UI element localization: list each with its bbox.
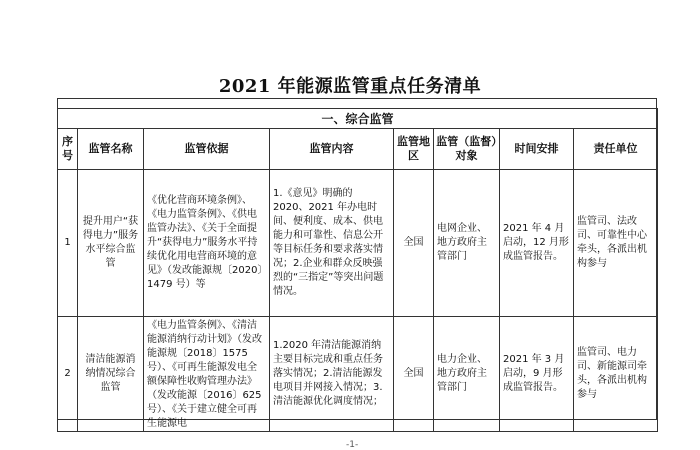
row-unit: 监管司、法改司、可靠性中心牵头，各派出机构参与 <box>574 170 658 317</box>
table-row <box>58 170 658 317</box>
document-title: 2021 年能源监管重点任务清单 <box>218 76 482 97</box>
header-name: 监管名称 <box>78 129 144 170</box>
header-row <box>58 129 658 170</box>
header-region: 监管地区 <box>394 129 434 170</box>
section-row <box>58 109 658 129</box>
section-title: 一、综合监管 <box>58 109 658 129</box>
row-basis: 《优化营商环境条例》、《电力监管条例》、《供电监管办法》、《关于全面提升“获得电力”服务水平持续优化用电营商环境的意见》（发改能源规〔2020〕1479 号）等 <box>144 170 270 317</box>
header-content: 监管内容 <box>270 129 394 170</box>
row-num: 1 <box>58 170 78 317</box>
task-table <box>57 108 658 432</box>
row-target: 电力企业、地方政府主管部门 <box>434 317 500 432</box>
row-name: 提升用户“获得电力”服务水平综合监管 <box>78 170 144 317</box>
page-number: -1- <box>346 440 359 450</box>
header-target: 监管（监督）对象 <box>434 129 500 170</box>
row-num: 2 <box>58 317 78 432</box>
header-num: 序号 <box>58 129 78 170</box>
row-schedule: 2021 年 3 月启动，9 月形成监管报告。 <box>500 317 574 432</box>
row-content: 1.2020 年清洁能源消纳主要目标完成和重点任务落实情况；2.清洁能源发电项目并网接入情况；3.清洁能源优化调度情况； <box>273 340 383 407</box>
header-schedule: 时间安排 <box>500 129 574 170</box>
row-content: 1.《意见》明确的 2020、2021 年办电时间、便利度、成本、供电能力和可靠性、信息公开等目标任务和要求落实情况；2.企业和群众反映强烈的“三指定”等突出问题情况。 <box>270 170 394 317</box>
row-unit: 监管司、电力司、新能源司牵头，各派出机构参与 <box>574 317 658 432</box>
row-schedule: 2021 年 4 月启动，12 月形成监管报告。 <box>500 170 574 317</box>
row-basis: 《电力监管条例》、《清洁能源消纳行动计划》（发改能源规〔2018〕1575 号）、《可再生能源发电全额保障性收购管理办法》（发改能源〔2016〕625 号）、《关于建立健全可再生能源电 <box>147 320 262 429</box>
header-basis: 监管依据 <box>144 129 270 170</box>
row-region: 全国 <box>394 170 434 317</box>
row-target: 电网企业、地方政府主管部门 <box>434 170 500 317</box>
table-row <box>58 317 658 432</box>
row-name: 清洁能源消纳情况综合监管 <box>78 317 144 432</box>
row-region: 全国 <box>394 317 434 432</box>
header-unit: 责任单位 <box>574 129 658 170</box>
